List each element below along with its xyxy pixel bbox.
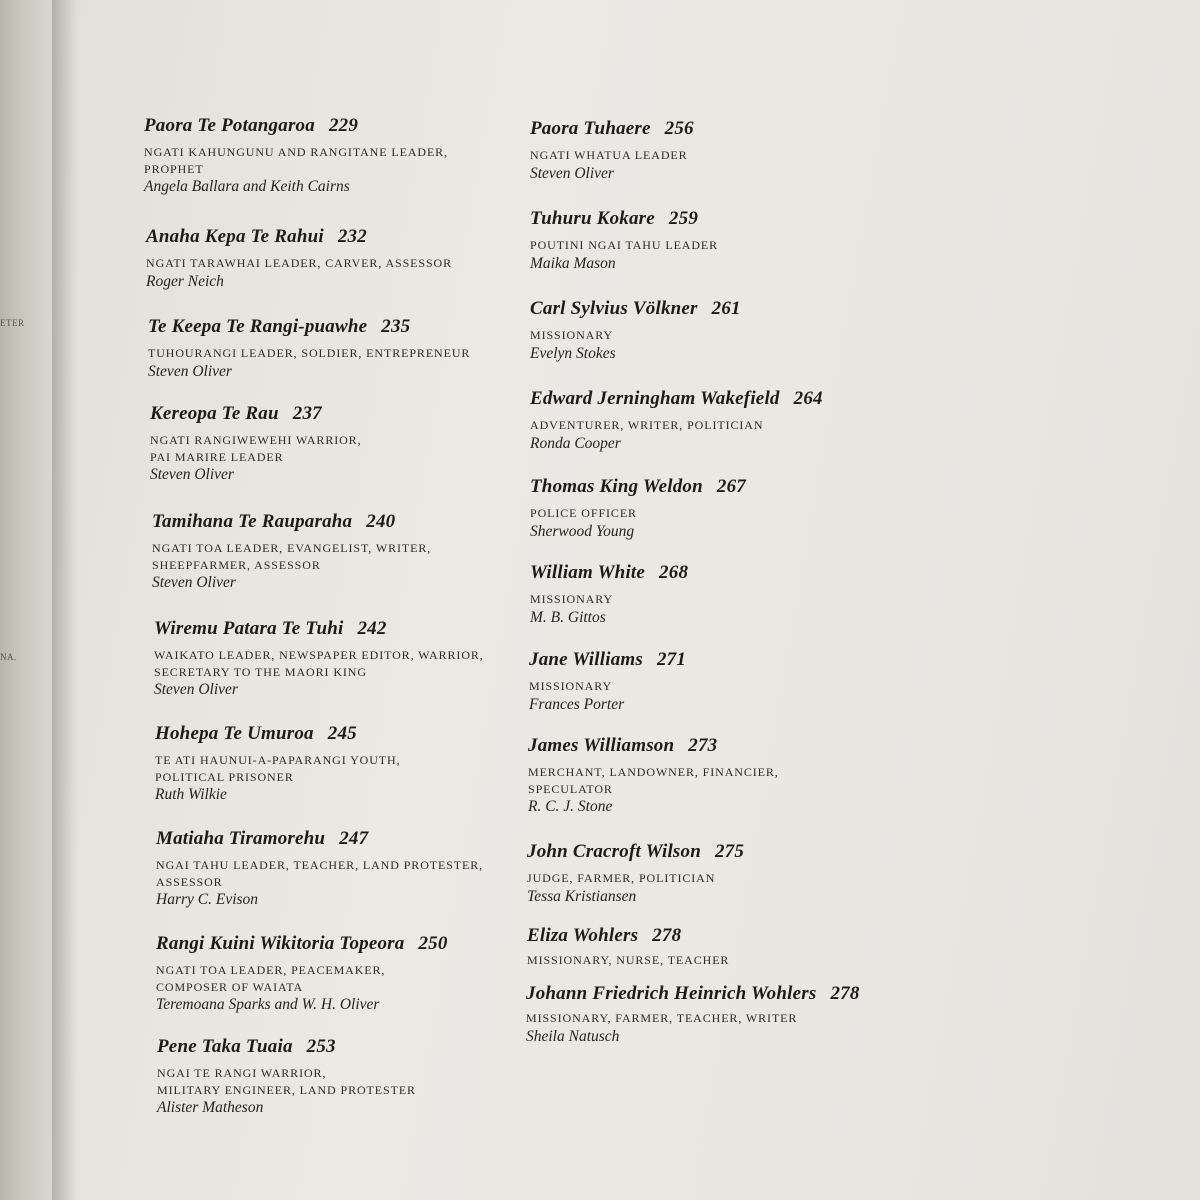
- entry-name: James Williamson: [528, 735, 675, 756]
- entry-page: 271: [656, 649, 687, 670]
- entry-author: Steven Oliver: [154, 681, 238, 698]
- entry-page: 278: [652, 925, 682, 946]
- entry-roles: NGATI KAHUNGUNU AND RANGITANE LEADER, PROPHET: [144, 145, 448, 176]
- entry-roles: MISSIONARY, NURSE, TEACHER: [527, 953, 730, 967]
- entry-page: 256: [664, 118, 694, 139]
- entry-author: Steven Oliver: [530, 164, 614, 182]
- entry-page: 242: [357, 618, 387, 639]
- entry-page: 245: [327, 723, 357, 744]
- contents-entry: [152, 510, 552, 593]
- contents-entry: [528, 734, 948, 817]
- contents-entry: [156, 827, 556, 910]
- entry-page: 237: [292, 403, 322, 424]
- entry-name: Eliza Wohlers: [527, 925, 639, 946]
- entry-author: Sherwood Young: [530, 522, 635, 540]
- entry-author: Steven Oliver: [148, 362, 232, 380]
- edge-fragment: ETER: [0, 318, 25, 328]
- contents-entry: [527, 840, 947, 907]
- gutter-shadow: [52, 0, 78, 1200]
- contents-entry: [154, 617, 554, 700]
- entry-author: Steven Oliver: [152, 574, 236, 591]
- entry-name: Paora Te Potangaroa: [144, 115, 315, 136]
- entry-page: 240: [366, 511, 396, 532]
- entry-name: Thomas King Weldon: [530, 476, 703, 497]
- entry-page: 268: [659, 562, 689, 583]
- contents-entry: [530, 475, 950, 542]
- entry-roles: NGAI TAHU LEADER, TEACHER, LAND PROTESTER, ASSESSOR: [156, 858, 484, 889]
- entry-roles: TE ATI HAUNUI-A-PAPARANGI YOUTH, POLITICAL PRISONER: [155, 753, 401, 784]
- entry-page: 273: [688, 735, 718, 756]
- entry-roles: POUTINI NGAI TAHU LEADER: [530, 238, 719, 252]
- entry-roles: POLICE OFFICER: [530, 506, 637, 520]
- entry-author: Ronda Cooper: [530, 434, 621, 452]
- contents-entry: [156, 932, 556, 1015]
- entry-name: William White: [530, 562, 646, 583]
- contents-entry: [144, 114, 544, 197]
- entry-page: 232: [337, 226, 367, 247]
- entry-author: Angela Ballara and Keith Cairns: [144, 178, 350, 195]
- entry-author: Steven Oliver: [150, 466, 234, 483]
- entry-author: Sheila Natusch: [526, 1027, 620, 1045]
- entry-roles: NGATI RANGIWEWEHI WARRIOR, PAI MARIRE LEADER: [150, 433, 362, 464]
- entry-page: 261: [711, 298, 741, 319]
- contents-entry: [157, 1035, 557, 1118]
- entry-name: Matiaha Tiramorehu: [156, 828, 326, 849]
- entry-name: Anaha Kepa Te Rahui: [146, 226, 324, 247]
- entry-roles: NGATI TOA LEADER, EVANGELIST, WRITER, SHEEPFARMER, ASSESSOR: [152, 541, 432, 572]
- entry-name: Johann Friedrich Heinrich Wohlers: [526, 983, 817, 1004]
- entry-name: Pene Taka Tuaia: [157, 1036, 293, 1057]
- entry-author: Harry C. Evison: [156, 891, 259, 908]
- page-gutter: [0, 0, 52, 1200]
- contents-entry: [527, 924, 947, 969]
- entry-page: 247: [339, 828, 369, 849]
- entry-roles: MERCHANT, LANDOWNER, FINANCIER, SPECULATOR: [528, 765, 779, 796]
- entry-author: Teremoana Sparks and W. H. Oliver: [156, 996, 380, 1013]
- entry-author: Evelyn Stokes: [530, 344, 616, 362]
- entry-roles: NGATI TOA LEADER, PEACEMAKER, COMPOSER OF WAIATA: [156, 963, 386, 994]
- entry-roles: NGATI TARAWHAI LEADER, CARVER, ASSESSOR: [146, 256, 453, 270]
- entry-page: 267: [716, 476, 746, 497]
- contents-entry: [529, 648, 949, 715]
- entry-page: 275: [715, 841, 745, 862]
- entry-page: 229: [328, 115, 359, 136]
- contents-entry: [530, 297, 950, 364]
- contents-entry: [526, 982, 966, 1047]
- entry-author: M. B. Gittos: [530, 608, 606, 626]
- entry-name: Paora Tuhaere: [530, 118, 651, 139]
- entry-roles: MISSIONARY: [529, 679, 613, 693]
- contents-entry: [155, 722, 555, 805]
- entry-name: Rangi Kuini Wikitoria Topeora: [156, 933, 405, 954]
- edge-fragment: NA.: [0, 652, 17, 662]
- contents-entry: [530, 561, 950, 628]
- entry-name: Te Keepa Te Rangi-puawhe: [148, 316, 368, 337]
- entry-name: John Cracroft Wilson: [527, 841, 701, 862]
- entry-author: Frances Porter: [529, 695, 625, 713]
- entry-name: Carl Sylvius Völkner: [530, 298, 698, 319]
- entry-name: Kereopa Te Rau: [150, 403, 279, 424]
- entry-author: Ruth Wilkie: [155, 786, 227, 803]
- entry-author: Tessa Kristiansen: [527, 887, 637, 905]
- entry-page: 250: [418, 933, 448, 954]
- entry-name: Hohepa Te Umuroa: [155, 723, 314, 744]
- entry-roles: JUDGE, FARMER, POLITICIAN: [527, 871, 716, 885]
- entry-page: 278: [830, 983, 860, 1004]
- entry-roles: MISSIONARY: [530, 328, 614, 342]
- entry-name: Edward Jerningham Wakefield: [530, 388, 780, 409]
- entry-roles: NGATI WHATUA LEADER: [530, 148, 688, 162]
- entry-page: 264: [793, 388, 823, 409]
- entry-name: Tamihana Te Rauparaha: [152, 511, 353, 532]
- entry-name: Wiremu Patara Te Tuhi: [154, 618, 344, 639]
- contents-entry: [148, 315, 548, 382]
- contents-entry: [150, 402, 550, 485]
- contents-entry: [530, 387, 950, 454]
- entry-page: 235: [381, 316, 411, 337]
- entry-roles: MISSIONARY, FARMER, TEACHER, WRITER: [526, 1011, 798, 1025]
- entry-author: Maika Mason: [530, 254, 616, 272]
- contents-entry: [530, 117, 950, 184]
- entry-name: Jane Williams: [529, 649, 643, 670]
- entry-page: 259: [668, 208, 699, 229]
- entry-roles: TUHOURANGI LEADER, SOLDIER, ENTREPRENEUR: [148, 346, 471, 360]
- entry-roles: NGAI TE RANGI WARRIOR, MILITARY ENGINEER, LAND PROTESTER: [157, 1066, 416, 1097]
- entry-page: 253: [306, 1036, 336, 1057]
- contents-entry: [530, 207, 950, 274]
- entry-roles: MISSIONARY: [530, 592, 614, 606]
- contents-entry: [146, 225, 546, 292]
- entry-name: Tuhuru Kokare: [530, 208, 655, 229]
- entry-author: R. C. J. Stone: [528, 798, 613, 815]
- entry-roles: WAIKATO LEADER, NEWSPAPER EDITOR, WARRIOR, SECRETARY TO THE MAORI KING: [154, 648, 484, 679]
- entry-author: Roger Neich: [146, 272, 224, 290]
- entry-author: Alister Matheson: [157, 1099, 264, 1116]
- entry-roles: ADVENTURER, WRITER, POLITICIAN: [530, 418, 764, 432]
